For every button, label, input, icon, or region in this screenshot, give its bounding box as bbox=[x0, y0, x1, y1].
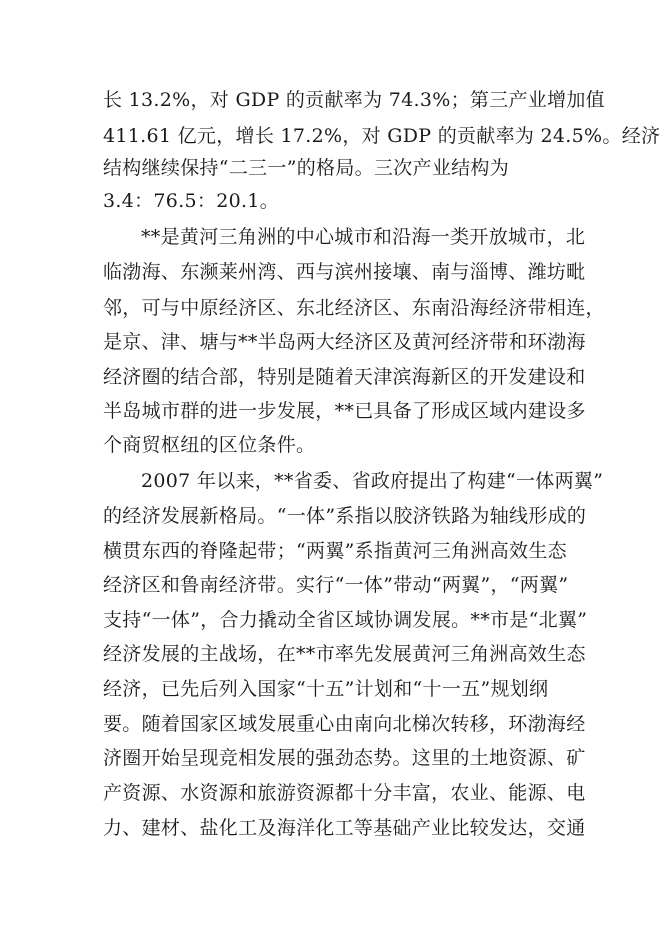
text-line: 要。随着国家区域发展重心由南向北梯次转移，环渤海经 bbox=[103, 713, 586, 735]
text-line: 力、建材、盐化工及海洋化工等基础产业比较发达，交通 bbox=[103, 817, 586, 839]
text-line: 经济区和鲁南经济带。实行“一体”带动“两翼”，“两翼” bbox=[103, 574, 569, 596]
text-line: 结构继续保持“二三一”的格局。三次产业结构为 bbox=[103, 157, 510, 179]
text-line: 经济，已先后列入国家“十五”计划和“十一五”规划纲 bbox=[103, 678, 549, 700]
text-line: 横贯东西的脊隆起带；“两翼”系指黄河三角洲高效生态 bbox=[103, 540, 567, 562]
text-line: 经济发展的主战场，在**市率先发展黄河三角洲高效生态 bbox=[103, 643, 586, 665]
text-line: 个商贸枢纽的区位条件。 bbox=[103, 434, 316, 456]
text-line: 半岛城市群的进一步发展，**已具备了形成区域内建设多 bbox=[103, 400, 586, 422]
text-line: 3.4：76.5：20.1。 bbox=[103, 190, 280, 212]
text-line: 支持“一体”，合力撬动全省区域协调发展。**市是“北翼” bbox=[103, 609, 588, 631]
text-line: 济圈开始呈现竞相发展的强劲态势。这里的土地资源、矿 bbox=[103, 747, 586, 769]
text-line: 是京、津、塘与**半岛两大经济区及黄河经济带和环渤海 bbox=[103, 331, 586, 353]
text-line: 411.61 亿元，增长 17.2%，对 GDP 的贡献率为 24.5%。经济 bbox=[103, 125, 661, 147]
text-line: 邻，可与中原经济区、东北经济区、东南沿海经济带相连， bbox=[103, 297, 605, 319]
text-line: 临渤海、东濒莱州湾、西与滨州接壤、南与淄博、潍坊毗 bbox=[103, 261, 586, 283]
text-line: 经济圈的结合部，特别是随着天津滨海新区的开发建设和 bbox=[103, 366, 586, 388]
paragraph-first-line: 2007 年以来，**省委、省政府提出了构建“一体两翼” bbox=[141, 470, 604, 492]
text-line: 长 13.2%，对 GDP 的贡献率为 74.3%；第三产业增加值 bbox=[103, 89, 605, 111]
paragraph-first-line: **是黄河三角洲的中心城市和沿海一类开放城市，北 bbox=[141, 226, 586, 248]
text-line: 产资源、水资源和旅游资源都十分丰富，农业、能源、电 bbox=[103, 782, 586, 804]
text-line: 的经济发展新格局。“一体”系指以胶济铁路为轴线形成的 bbox=[103, 505, 587, 527]
